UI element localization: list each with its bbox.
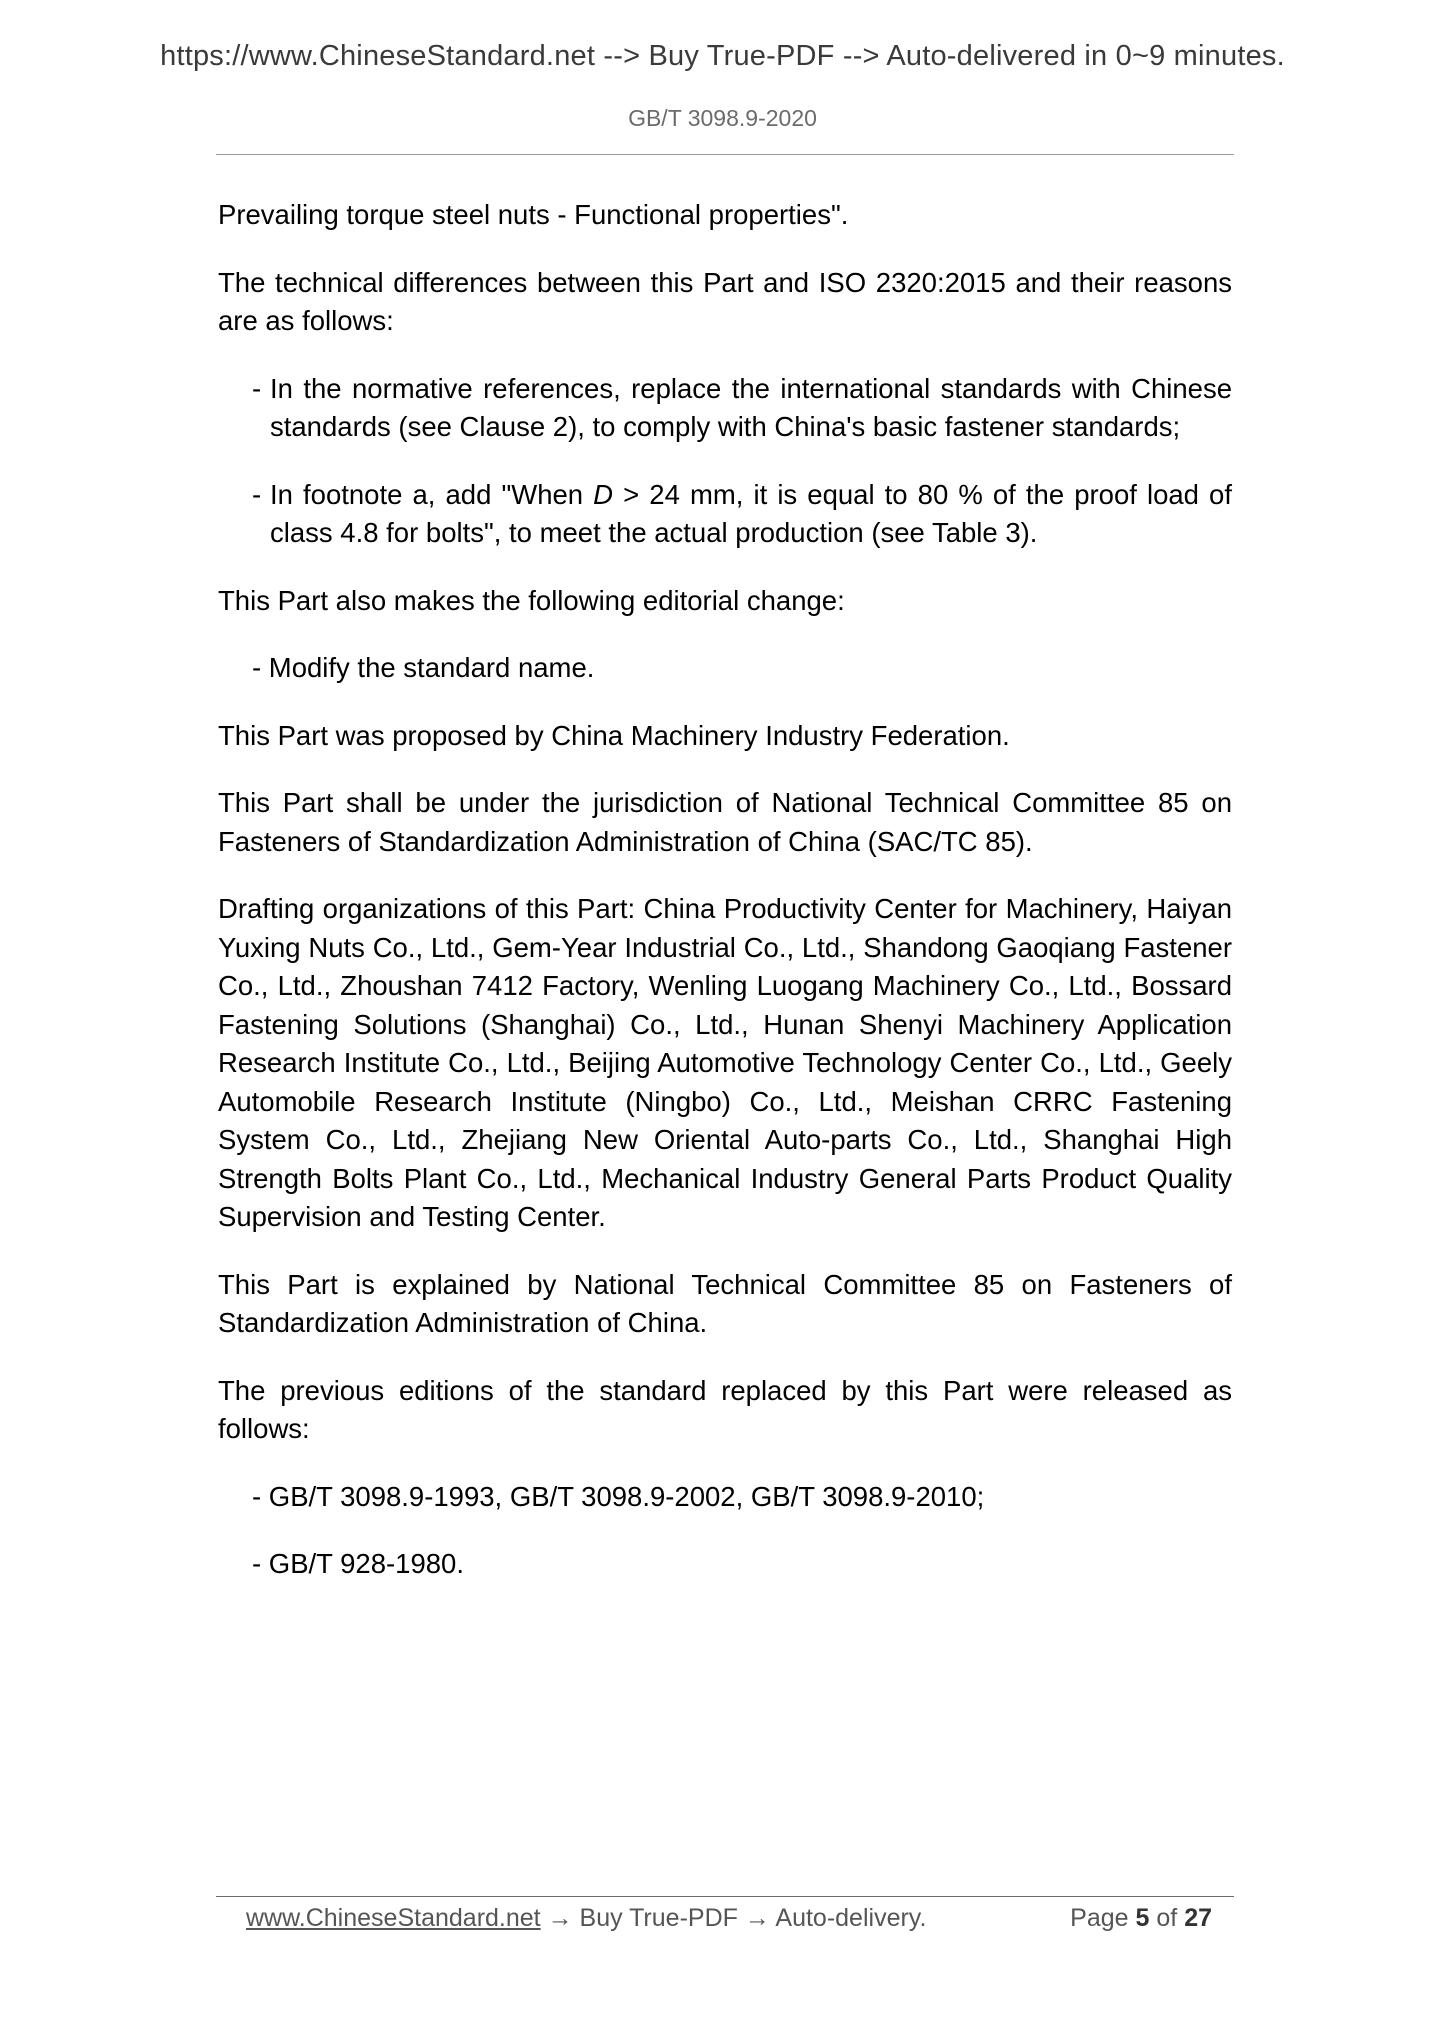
- paragraph-editorial-change: This Part also makes the following editorial change:: [218, 584, 845, 616]
- variable-d: D: [593, 478, 614, 510]
- list-item-text-post: > 24 mm, it is equal to 80 % of the proof load of class 4.8 for bolts", to meet the actual production (see Table 3).: [270, 478, 1232, 548]
- paragraph-previous-editions: The previous editions of the standard replaced by this Part were released as follows:: [218, 1374, 1232, 1444]
- page-total: 27: [1184, 1904, 1212, 1932]
- list-item-normative-references: [218, 370, 1232, 447]
- list-item-text-pre: In footnote a, add "When: [270, 478, 594, 510]
- header-divider: [216, 154, 1234, 155]
- page-current: 5: [1135, 1904, 1150, 1932]
- list-item-text: In the normative references, replace the international standards with Chinese standards (see Clause 2), to comply with China's basic fastener standards;: [270, 372, 1232, 442]
- footer-site-link[interactable]: www.ChineseStandard.net: [246, 1904, 541, 1932]
- standard-code: GB/T 3098.9-2020: [628, 105, 817, 131]
- page-content: [218, 196, 1232, 1613]
- page-of: of: [1156, 1904, 1178, 1932]
- footer-delivery-text: → Buy True-PDF → Auto-delivery.: [540, 1904, 927, 1932]
- dash-marker: -: [252, 478, 262, 510]
- paragraph-drafting-organizations: Drafting organizations of this Part: China Productivity Center for Machinery, Haiyan Yuxing Nuts Co., Ltd., Gem-Year Industrial Co., Ltd., Shandong Gaoqiang Fastener Co., Ltd., Zhoushan 7412 Factory, Wenling Luogang Machinery Co., Ltd., Bossard Fastening Solutions (Shanghai) Co., Ltd., Hunan Shenyi Machinery Application Research Institute Co., Ltd., Beijing Automotive Technology Center Co., Ltd., Geely Automobile Research Institute (Ningbo) Co., Ltd., Meishan CRRC Fastening System Co., Ltd., Zhejiang New Oriental Auto-parts Co., Ltd., Shanghai High Strength Bolts Plant Co., Ltd., Mechanical Industry General Parts Product Quality Supervision and Testing Center.: [218, 893, 1232, 1232]
- footer-divider: [216, 1896, 1234, 1897]
- dash-marker: -: [252, 372, 262, 404]
- top-banner: https://www.ChineseStandard.net --> Buy True-PDF --> Auto-delivered in 0~9 minutes.: [160, 40, 1285, 72]
- paragraph-jurisdiction: This Part shall be under the jurisdiction of National Technical Committee 85 on Fasteners of Standardization Administration of China (SAC/TC 85).: [218, 787, 1232, 857]
- page-number: [1070, 1904, 1212, 1933]
- footer: [246, 1904, 1216, 1933]
- list-item-modify-name: - Modify the standard name.: [252, 652, 595, 683]
- list-item-gbt-928: - GB/T 928-1980.: [252, 1548, 464, 1579]
- list-item-previous-editions: - GB/T 3098.9-1993, GB/T 3098.9-2002, GB/T 3098.9-2010;: [252, 1480, 985, 1512]
- page-label: Page: [1070, 1904, 1129, 1932]
- paragraph-proposed-by: This Part was proposed by China Machinery Industry Federation.: [218, 719, 1010, 751]
- list-item-footnote: [218, 476, 1232, 553]
- paragraph-technical-differences: The technical differences between this Part and ISO 2320:2015 and their reasons are as follows:: [218, 266, 1232, 336]
- paragraph-explained-by: This Part is explained by National Technical Committee 85 on Fasteners of Standardization Administration of China.: [218, 1268, 1232, 1338]
- paragraph-title-continuation: Prevailing torque steel nuts - Functional properties".: [218, 199, 849, 230]
